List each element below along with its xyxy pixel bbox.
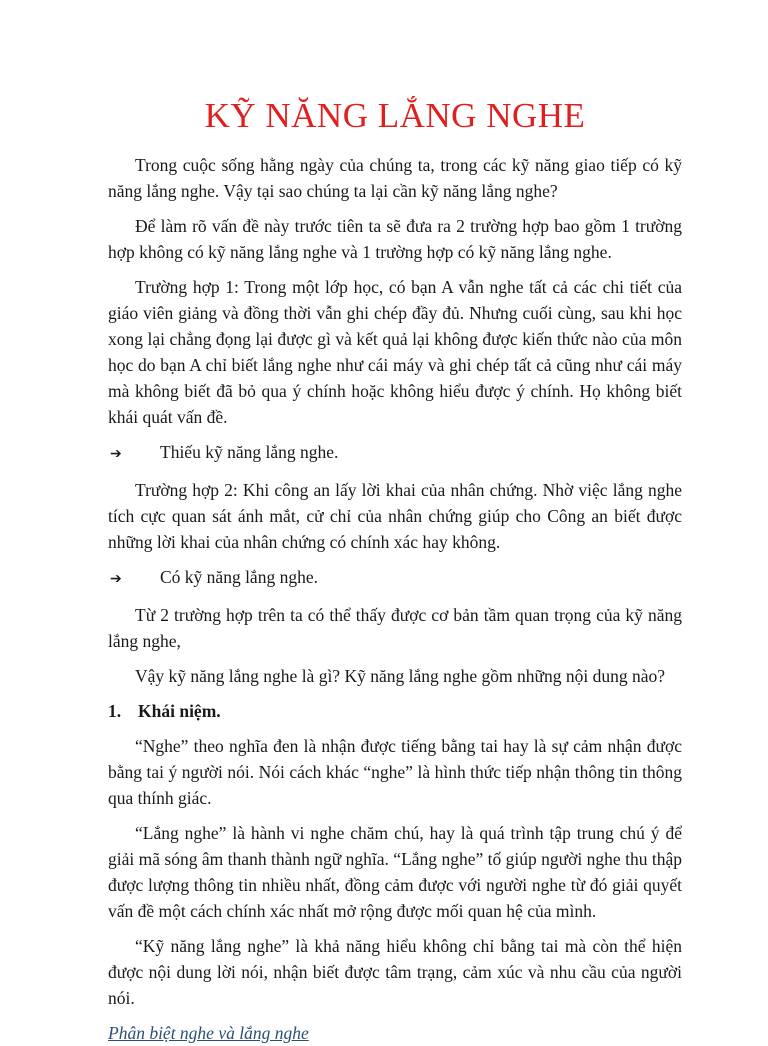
document-title: KỸ NĂNG LẮNG NGHE (204, 96, 586, 135)
paragraph-cases-overview: Để làm rõ vấn đề này trước tiên ta sẽ đưa ra 2 trường hợp bao gồm 1 trường hợp không có kỹ năng lắng nghe và 1 trường hợp có kỹ năng lắng nghe. (108, 216, 682, 262)
arrow-right-icon: ➔ (110, 447, 122, 462)
section-heading (108, 698, 682, 724)
section-title: Khái niệm. (138, 701, 221, 721)
paragraph-definition-lang-nghe: “Lắng nghe” là hành vi nghe chăm chú, hay là quá trình tập trung chú ý để giải mã sóng âm thanh thành ngữ nghĩa. “Lắng nghe” tố giúp người nghe thu thập được lượng thông tin nhiều nhất, đồng cảm được với người nghe từ đó giải quyết vấn đề một cách chính xác nhất mở rộng được mối quan hệ của mình. (108, 823, 682, 921)
arrow-right-icon: ➔ (110, 572, 122, 587)
paragraph-question: Vậy kỹ năng lắng nghe là gì? Kỹ năng lắng nghe gồm những nội dung nào? (135, 666, 665, 686)
paragraph-case-2: Trường hợp 2: Khi công an lấy lời khai của nhân chứng. Nhờ việc lắng nghe tích cực quan sát ánh mắt, cử chỉ của nhân chứng giúp cho Công an biết được những lời khai của nhân chứng có chính xác hay không. (108, 480, 682, 552)
conclusion-text: Thiếu kỹ năng lắng nghe. (160, 442, 339, 462)
paragraph-definition-ky-nang: “Kỹ năng lắng nghe” là khả năng hiểu không chỉ bằng tai mà còn thể hiện được nội dung lời nói, nhận biết được tâm trạng, cảm xúc và nhu cầu của người nói. (108, 936, 682, 1008)
conclusion-case-2 (108, 564, 682, 593)
section-number: 1. (108, 701, 122, 721)
paragraph-case-1: Trường hợp 1: Trong một lớp học, có bạn A vẫn nghe tất cả các chi tiết của giáo viên giảng và đồng thời vẫn ghi chép đầy đủ. Nhưng cuối cùng, sau khi học xong lại chẳng đọng lại được gì và kết quả lại không được kiến thức nào của môn học do bạn A chỉ biết lắng nghe như cái máy và ghi chép tất cả cũng như cái máy mà không biết đã bỏ qua ý chính hoặc không hiểu được ý chính. Họ không biết khái quát vấn đề. (108, 277, 682, 427)
paragraph-definition-nghe: “Nghe” theo nghĩa đen là nhận được tiếng bằng tai hay là sự cảm nhận được bằng tai ý người nói. Nói cách khác “nghe” là hình thức tiếp nhận thông tin thông qua thính giác. (108, 736, 682, 808)
subheading-distinguish: Phân biệt nghe và lắng nghe (108, 1023, 309, 1043)
conclusion-text: Có kỹ năng lắng nghe. (160, 567, 318, 587)
conclusion-case-1 (108, 439, 682, 468)
paragraph-importance: Từ 2 trường hợp trên ta có thể thấy được cơ bản tầm quan trọng của kỹ năng lắng nghe, (108, 605, 682, 651)
paragraph-intro: Trong cuộc sống hằng ngày của chúng ta, trong các kỹ năng giao tiếp có kỹ năng lắng nghe. Vậy tại sao chúng ta lại cần kỹ năng lắng nghe? (108, 155, 682, 201)
